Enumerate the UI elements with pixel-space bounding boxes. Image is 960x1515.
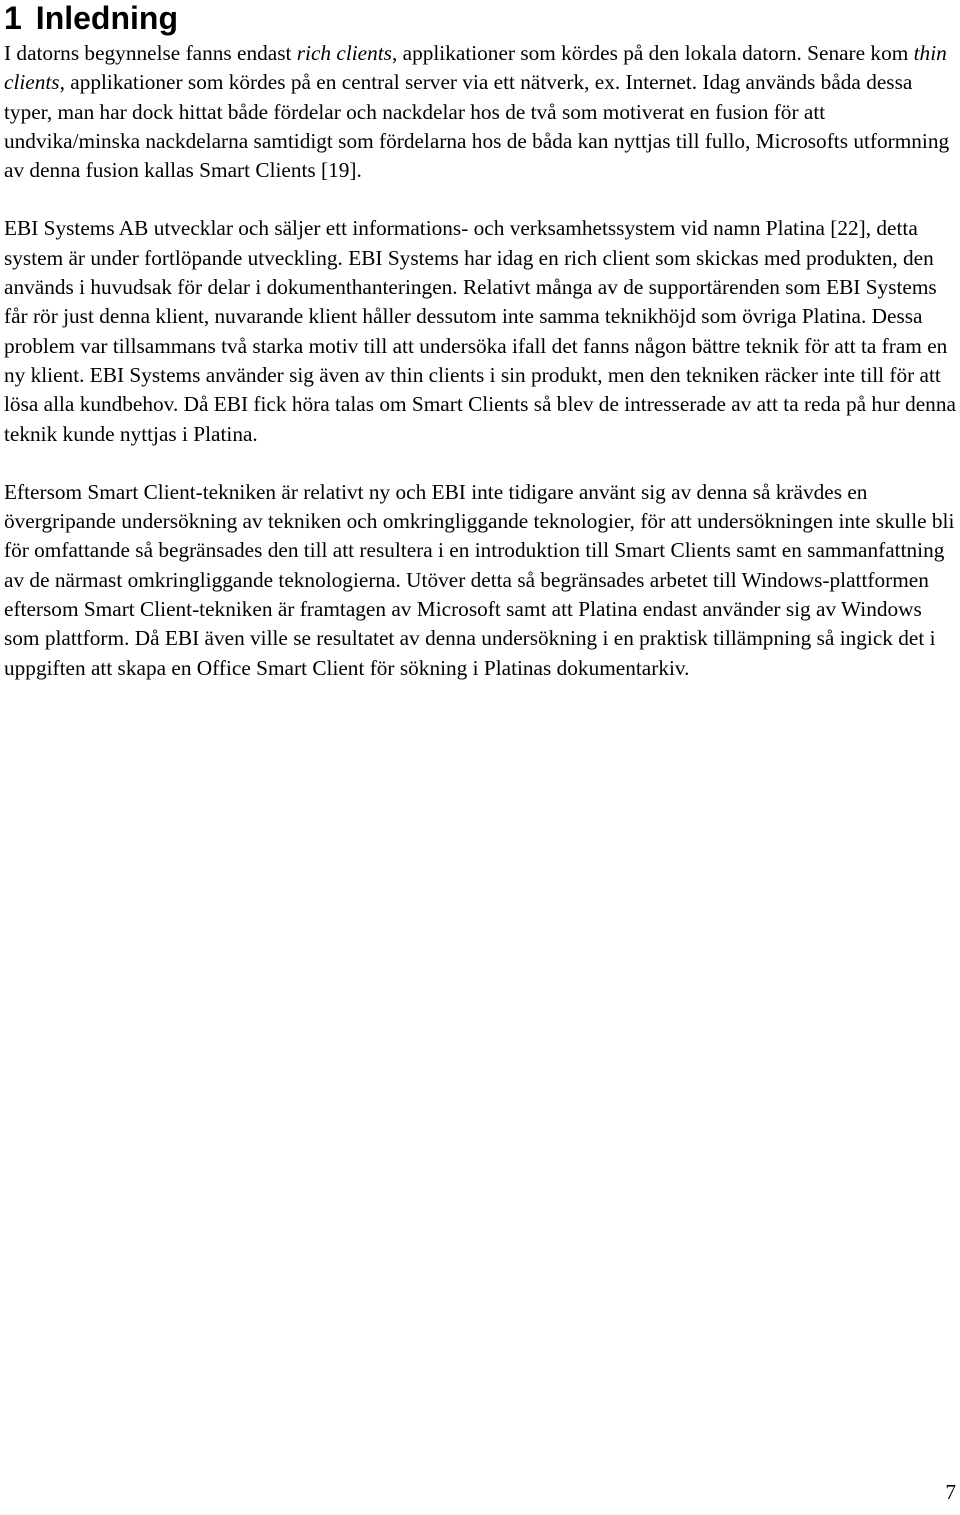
paragraph-ebi-systems: EBI Systems AB utvecklar och säljer ett informations- och verksamhetssystem vid namn Platina [22], detta system är under fortlöpande utveckling. EBI Systems har idag en rich client som skickas med produkten, den används i huvudsak för delar i dokumenthanteringen. Relativt många av de supportärenden som EBI Systems får rör just denna klient, nuvarande klient håller dessutom inte samma teknikhöjd som övriga Platina. Dessa problem var tillsammans två starka motiv till att undersöka ifall det fanns någon bättre teknik för att ta fram en ny klient. EBI Systems använder sig även av thin clients i sin produkt, men den tekniken räcker inte till för att lösa alla kundbehov. Då EBI fick höra talas om Smart Clients så blev de intresserade av att ta reda på hur denna teknik kunde nyttjas i Platina.	[4, 216, 956, 446]
paragraph-scope: Eftersom Smart Client-tekniken är relativt ny och EBI inte tidigare använt sig av denna så krävdes en övergripande undersökning av tekniken och omkringliggande teknologier, för att undersökningen inte skulle bli för omfattande så begränsades den till att resultera i en introduktion till Smart Clients samt en sammanfattning av de närmast omkringliggande teknologierna. Utöver detta så begränsades arbetet till Windows-plattformen eftersom Smart Client-tekniken är framtagen av Microsoft samt att Platina endast använder sig av Windows som plattform. Då EBI även ville se resultatet av denna undersökning i en praktisk tillämpning så ingick det i uppgiften att skapa en Office Smart Client för sökning i Platinas dokumentarkiv.	[4, 479, 955, 680]
section-number: 1	[4, 0, 22, 36]
page-number: 7	[945, 1480, 956, 1504]
term-thin-clients: thin clients	[4, 41, 947, 95]
paragraph-intro-text-3: , applikationer som kördes på en central server via ett nätverk, ex. Internet. Idag används båda dessa typer, man har dock hittat både fördelar och nackdelar hos de två som motiverat en fusion för att undvika/minska nackdelarna samtidigt som fördelarna hos de båda kan nyttjas till fullo, Microsofts utformning av denna fusion kallas Smart Clients [19].	[4, 70, 950, 183]
paragraph-intro-text-2: , applikationer som kördes på den lokala datorn. Senare kom	[391, 41, 914, 65]
section-title: Inledning	[35, 0, 178, 36]
document-page	[4, 0, 956, 683]
paragraph-intro	[4, 39, 956, 185]
paragraph-intro-text-1: I datorns begynnelse fanns endast	[4, 41, 297, 65]
term-rich-clients: rich clients	[296, 41, 392, 65]
section-heading	[4, 0, 956, 36]
